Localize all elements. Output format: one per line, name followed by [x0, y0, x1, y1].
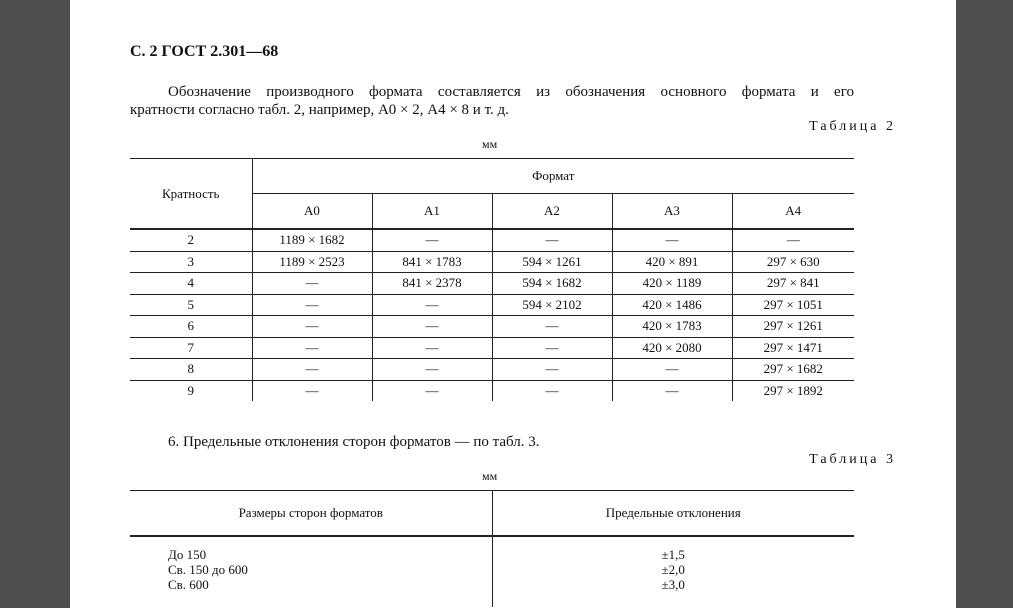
table3-unit: мм	[482, 469, 498, 483]
table2-caption: Таблица 2	[809, 119, 896, 134]
format-size-cell: —	[492, 337, 612, 359]
format-size-cell: —	[732, 229, 854, 251]
viewer-left-gutter	[0, 0, 70, 608]
table-row	[130, 380, 854, 401]
table3-caption: Таблица 3	[809, 452, 896, 467]
format-size-cell: —	[372, 229, 492, 251]
format-size-cell: 297 × 1051	[732, 294, 854, 316]
format-size-cell: —	[252, 337, 372, 359]
multiplicity-cell: 9	[187, 382, 194, 398]
format-header-2: А2	[492, 194, 612, 230]
format-size-cell: —	[372, 359, 492, 381]
paragraph-line-2: кратности согласно табл. 2, например, А0 × 2, А4 × 8 и т. д.	[130, 102, 509, 118]
page-header: С. 2 ГОСТ 2.301—68	[130, 43, 279, 60]
deviations-cell	[492, 536, 854, 607]
multiplicity-cell: 3	[130, 251, 252, 273]
format-size-cell: 594 × 2102	[492, 294, 612, 316]
format-size-cell: 594 × 1682	[492, 273, 612, 295]
format-size-cell: 297 × 630	[732, 251, 854, 273]
size-range: До 150	[168, 547, 207, 562]
format-size-cell: —	[492, 380, 612, 401]
format-size-cell: —	[612, 380, 732, 401]
format-header-0: А0	[252, 194, 372, 230]
paragraph-line-1: Обозначение производного формата составляется из обозначения основного формата и его	[168, 84, 854, 100]
table-row	[130, 359, 854, 381]
format-size-cell: —	[612, 229, 732, 251]
format-size-cell: 841 × 2378	[372, 273, 492, 295]
sizes-cell	[130, 536, 492, 607]
format-size-cell: 841 × 1783	[372, 251, 492, 273]
table-row	[130, 251, 854, 273]
table-3	[130, 490, 854, 607]
format-size-cell: —	[372, 316, 492, 338]
format-size-cell: —	[492, 229, 612, 251]
format-size-cell: 420 × 1189	[612, 273, 732, 295]
format-size-cell: —	[492, 316, 612, 338]
table-row	[130, 229, 854, 251]
format-size-cell: —	[372, 337, 492, 359]
format-size-cell: —	[252, 380, 372, 401]
multiplicity-cell: 6	[130, 316, 252, 338]
viewer-right-gutter	[956, 0, 1013, 608]
format-size-cell: 1189 × 2523	[252, 251, 372, 273]
format-size-cell: 297 × 841	[732, 273, 854, 295]
format-header-1: А1	[372, 194, 492, 230]
multiplicity-cell: 4	[130, 273, 252, 295]
table-row	[130, 316, 854, 338]
intro-paragraph	[130, 83, 854, 119]
table-row	[130, 337, 854, 359]
table2-unit: мм	[482, 137, 498, 151]
format-size-cell: 297 × 1471	[732, 337, 854, 359]
document-page	[70, 0, 956, 608]
multiplicity-cell: 8	[130, 359, 252, 381]
multiplicity-cell: 5	[130, 294, 252, 316]
format-size-cell: 297 × 1682	[732, 359, 854, 381]
deviation-value: ±2,0	[661, 562, 685, 577]
format-size-cell: 420 × 1486	[612, 294, 732, 316]
format-size-cell: 1189 × 1682	[252, 229, 372, 251]
table-2	[130, 158, 854, 401]
format-size-cell: —	[372, 294, 492, 316]
deviation-value: ±3,0	[661, 577, 685, 592]
format-header-4: А4	[732, 194, 854, 230]
format-size-cell: 594 × 1261	[492, 251, 612, 273]
format-size-cell: —	[492, 359, 612, 381]
header-format: Формат	[252, 159, 854, 194]
item-6-text: 6. Предельные отклонения сторон форматов — по табл. 3.	[168, 434, 540, 450]
table-row	[130, 273, 854, 295]
format-size-cell: —	[252, 294, 372, 316]
format-size-cell: 297 × 1261	[732, 316, 854, 338]
multiplicity-cell: 7	[130, 337, 252, 359]
format-size-cell: 420 × 891	[612, 251, 732, 273]
format-size-cell: 420 × 1783	[612, 316, 732, 338]
format-size-cell: 420 × 2080	[612, 337, 732, 359]
format-size-cell: —	[252, 273, 372, 295]
format-size-cell: —	[252, 316, 372, 338]
format-size-cell: —	[612, 359, 732, 381]
deviation-value: ±1,5	[661, 547, 685, 562]
header-side-sizes: Размеры сторон форматов	[130, 491, 492, 537]
size-range: Св. 150 до 600	[168, 562, 248, 577]
format-header-3: А3	[612, 194, 732, 230]
multiplicity-cell: 2	[130, 229, 252, 251]
header-multiplicity: Кратность	[130, 159, 252, 230]
format-size-cell: —	[372, 380, 492, 401]
table-row	[130, 294, 854, 316]
size-range: Св. 600	[168, 577, 209, 592]
header-deviations: Предельные отклонения	[492, 491, 854, 537]
format-size-cell: 297 × 1892	[732, 380, 854, 401]
format-size-cell: —	[252, 359, 372, 381]
